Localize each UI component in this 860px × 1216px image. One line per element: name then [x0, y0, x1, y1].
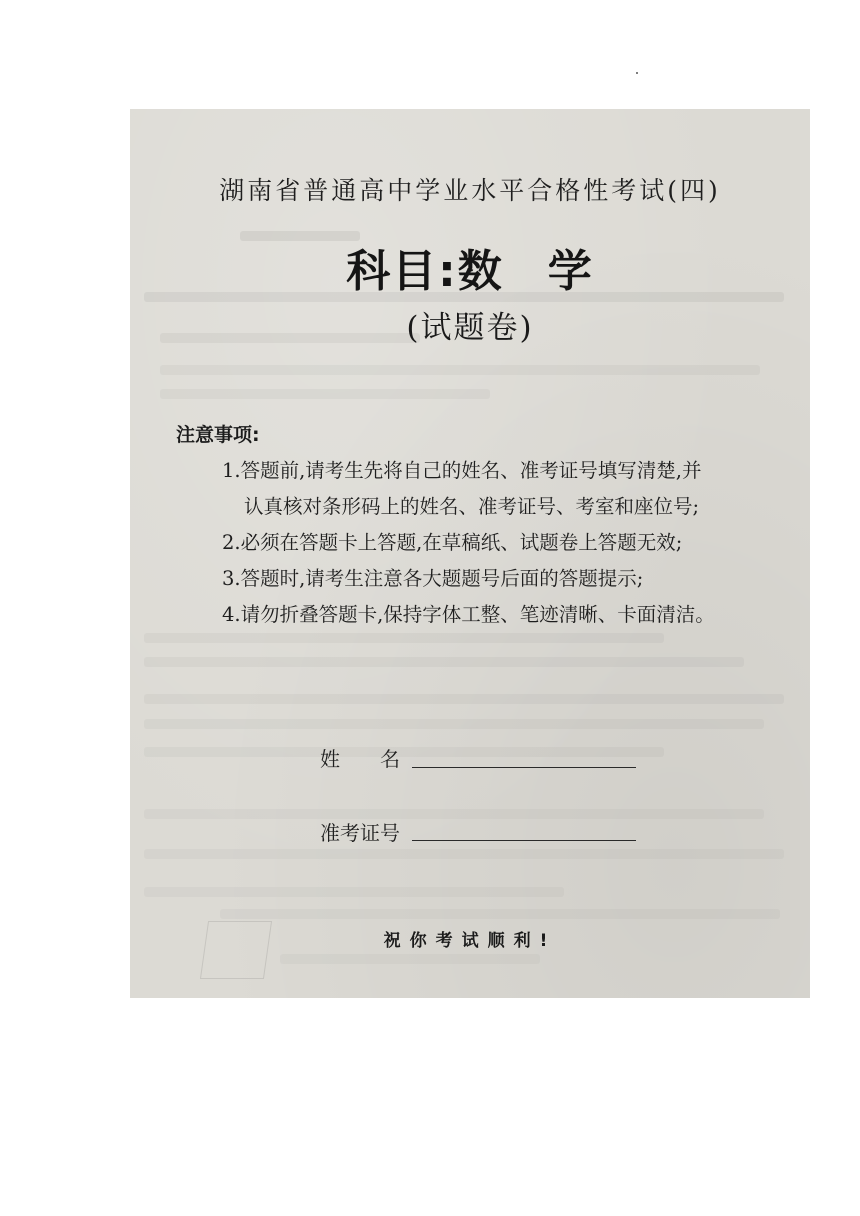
bleed-through-mark — [160, 365, 760, 375]
notice-item: 2.必须在答题卡上答题,在草稿纸、试题卷上答题无效; — [222, 531, 683, 554]
ticket-number-blank[interactable] — [412, 840, 636, 841]
notice-item: 3.答题时,请考生注意各大题题号后面的答题提示; — [222, 567, 644, 590]
bleed-through-mark — [144, 849, 784, 859]
paper-type: (试题卷) — [406, 310, 534, 346]
bleed-through-mark — [144, 633, 664, 643]
bleed-through-mark — [144, 809, 764, 819]
notice-item: 4.请勿折叠答题卡,保持字体工整、笔迹清晰、卡面清洁。 — [222, 603, 715, 626]
subject-heading — [130, 235, 810, 299]
exam-cover-photo — [130, 109, 810, 998]
exam-title: 湖南省普通高中学业水平合格性考试(四) — [219, 176, 721, 205]
bleed-through-mark — [144, 694, 784, 704]
bleed-through-mark — [280, 954, 540, 964]
closing-wish: 祝你考试顺利! — [383, 931, 557, 951]
name-blank[interactable] — [412, 767, 636, 768]
notice-item: 1.答题前,请考生先将自己的姓名、准考证号填写清楚,并 — [222, 459, 702, 482]
bleed-through-mark — [144, 719, 764, 729]
notice-item-continued: 认真核对条形码上的姓名、准考证号、考室和座位号; — [244, 495, 700, 518]
bleed-through-mark — [144, 887, 564, 897]
bleed-through-mark — [160, 389, 490, 399]
notice-heading: 注意事项: — [176, 424, 260, 446]
stray-dot — [636, 72, 638, 74]
bleed-through-mark — [144, 657, 744, 667]
ticket-number-label: 准考证号 — [320, 821, 400, 845]
bleed-through-mark — [220, 909, 780, 919]
subject-label: 科目:数 — [346, 246, 504, 297]
subject-label-end: 学 — [547, 246, 594, 297]
name-label: 姓 名 — [320, 747, 400, 771]
bleed-through-mark — [144, 747, 664, 757]
